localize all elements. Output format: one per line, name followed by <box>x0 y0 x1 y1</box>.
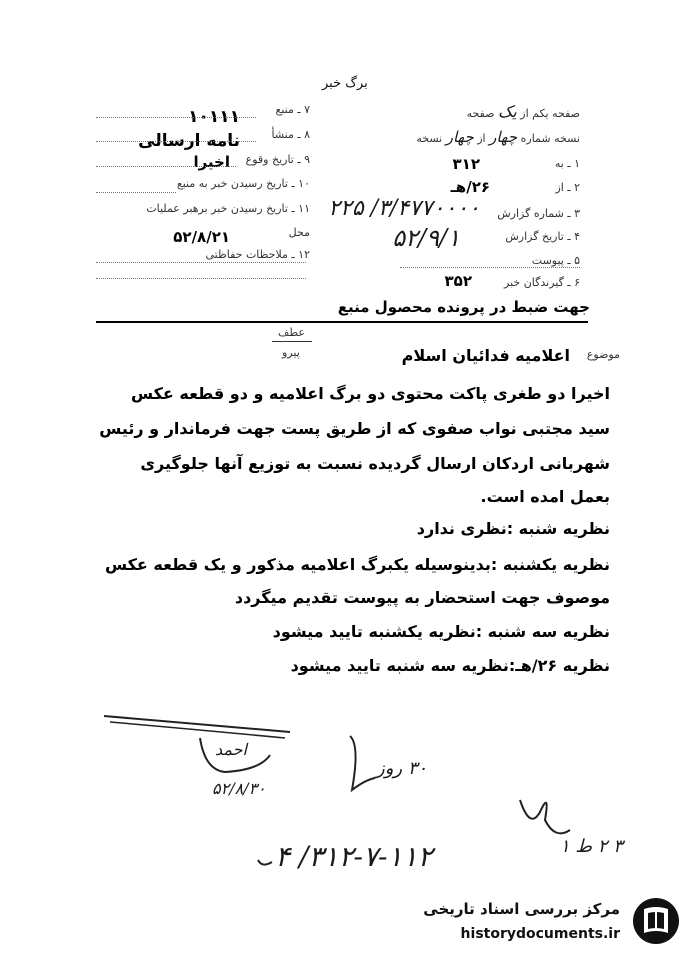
received-by-leader-label: ۱۱ ـ تاریخ رسیدن خبر برهبر عملیات <box>146 202 310 215</box>
signature-note-handwritten: ۳۰ روز <box>376 758 428 779</box>
origin-value: نامه ارسالی <box>138 131 240 151</box>
received-by-source-label: ۱۰ ـ تاریخ رسیدن خبر به منبع <box>176 177 310 190</box>
subject-value: اعلامیه فدائیان اسلام <box>401 346 570 365</box>
reference-label: عطف <box>278 326 305 339</box>
occurrence-date-label: ۹ ـ تاریخ وقوع <box>245 153 310 166</box>
body-line: سید مجتبی نواب صفوی که از طریق پست جهت فرماندار و رئیس <box>99 419 610 438</box>
watermark-url: historydocuments.ir <box>460 926 620 942</box>
attachment-label: ۵ ـ پیوست <box>531 254 580 267</box>
report-number-label: ۳ ـ شماره گزارش <box>497 207 580 220</box>
body-line: شهربانی اردکان ارسال گردیده نسبت به توزیع آنها جلوگیری <box>140 454 610 473</box>
source-value: ۱۰۱۱۱ <box>188 107 240 127</box>
side-note-handwritten: ۳ ۲ ط ۱ <box>560 836 623 857</box>
report-number-handwritten: ۳/۴۷۷۰۰۰۰/ ۲۲۵ <box>328 196 480 221</box>
opinion-line: نظریه سه شنبه :نظریه یکشنبه تایید میشود <box>272 622 610 641</box>
report-date-handwritten: ۵۲/۹/۱ <box>392 224 460 252</box>
origin-label: ۸ ـ منشأ <box>271 128 310 141</box>
copy-number-value: چهار <box>489 128 518 146</box>
copy-number-label: نسخه شماره چهار از چهار نسخه <box>416 128 580 146</box>
source-label: ۷ ـ منبع <box>275 103 310 116</box>
page-of-value: یک <box>497 102 517 121</box>
opinion-line: موصوف جهت استحضار به پیوست تقدیم میگردد <box>234 588 610 607</box>
watermark-name: مرکز بررسی اسناد تاریخی <box>423 900 620 918</box>
dotted-line <box>96 192 176 193</box>
opinion-line: نظریه ۲۶/هـ:نظریه سه شنبه تایید میشود <box>290 656 610 675</box>
dotted-line <box>96 117 256 118</box>
filing-note: جهت ضبط در پرونده محصول منبع <box>337 298 590 316</box>
body-line: اخیرا دو طغری پاکت محتوی دو برگ اعلامیه و دو قطعه عکس <box>130 384 610 403</box>
recipients-value: ۳۵۲ <box>444 272 472 290</box>
from-value: ۲۶/هـ <box>450 178 490 196</box>
watermark <box>420 890 690 952</box>
opinion-line: نظریه شنبه :نظری ندارد <box>416 519 610 538</box>
to-value: ۳۱۲ <box>452 155 480 173</box>
from-label: ۲ ـ از <box>555 181 580 194</box>
dotted-line <box>96 141 256 142</box>
section-divider <box>96 321 588 323</box>
dotted-line <box>96 166 236 167</box>
reference-divider <box>272 341 312 342</box>
recipients-label: ۶ ـ گیرندگان خبر <box>504 276 580 289</box>
opinion-line: نظریه یکشنبه :بدینوسیله یکبرگ اعلامیه مذکور و یک قطعه عکس <box>104 555 610 574</box>
to-label: ۱ ـ به <box>554 157 580 170</box>
occurrence-date-value: اخیرا <box>193 153 230 171</box>
dotted-line <box>96 262 306 263</box>
dotted-line <box>96 278 306 279</box>
archive-logo-icon <box>630 895 682 947</box>
initials-handwritten: احمد <box>215 740 247 759</box>
form-title: برگ خبر <box>322 76 368 91</box>
page-of-label: صفحه یکم از یک صفحه <box>466 102 580 121</box>
location-label: محل <box>288 226 310 239</box>
body-line: بعمل امده است. <box>480 487 610 506</box>
report-date-label: ۴ ـ تاریخ گزارش <box>505 230 580 243</box>
subject-label: موضوع <box>586 348 620 361</box>
followup-label: پیرو <box>282 346 300 359</box>
security-notes-label: ۱۲ ـ ملاحظات حفاظتی <box>205 248 310 261</box>
dotted-line <box>400 267 580 268</box>
bottom-number-handwritten: ۳۱۲-۷-۱۱۲/ ۴ <box>275 840 433 873</box>
location-value: ۵۲/۸/۲۱ <box>173 228 230 246</box>
left-date-handwritten: ۵۲/۸/۳۰ <box>212 779 266 798</box>
